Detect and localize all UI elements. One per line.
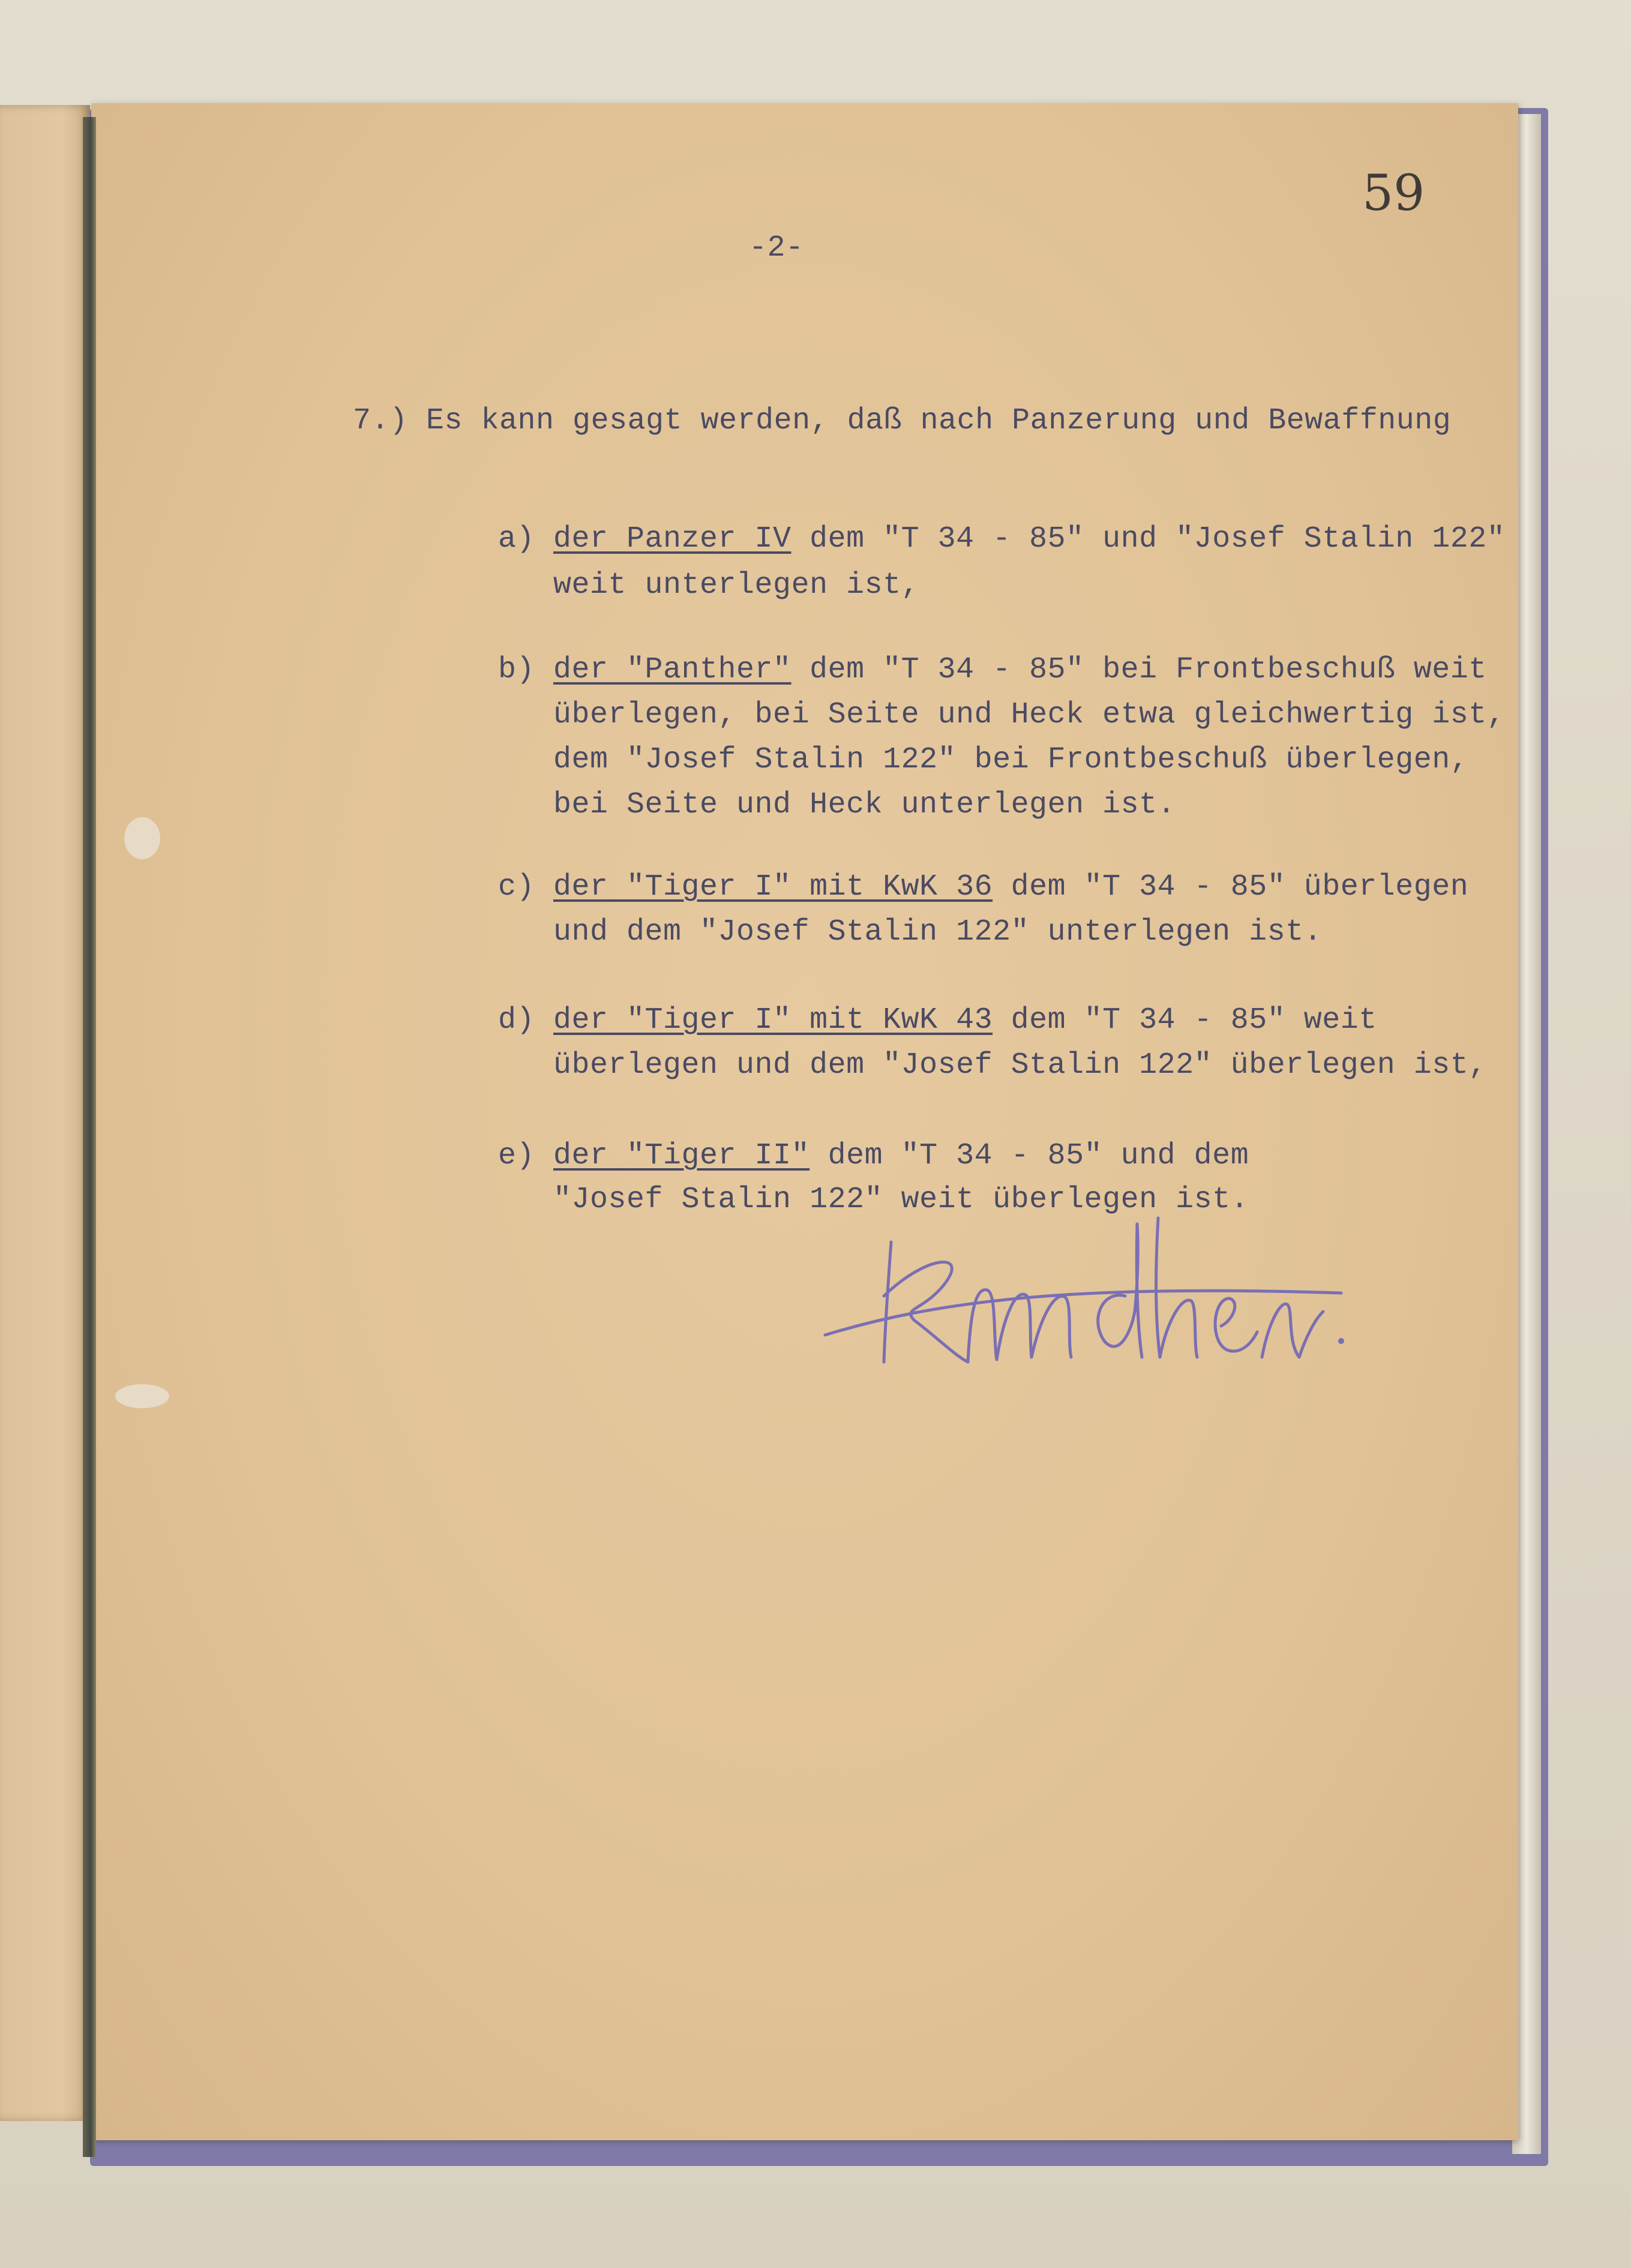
item-label: d) <box>498 1003 535 1037</box>
item-line <box>553 653 1487 687</box>
underlined-subject: der "Tiger I" mit KwK 43 <box>553 1003 993 1037</box>
paper-damage <box>124 817 160 859</box>
item-line <box>553 1048 1487 1082</box>
item-line <box>553 698 1505 732</box>
page-number: 59 <box>1362 165 1425 222</box>
line-text: dem "T 34 - 85" überlegen <box>993 870 1469 904</box>
paragraph-intro: 7.) Es kann gesagt werden, daß nach Panzerung und Bewaffnung <box>353 404 1452 438</box>
line-text: dem "T 34 - 85" weit <box>993 1003 1377 1037</box>
item-line <box>553 1003 1377 1037</box>
item-label: c) <box>498 870 535 904</box>
underlined-subject: der "Tiger II" <box>553 1139 810 1173</box>
line-text: weit unterlegen ist, <box>553 568 920 602</box>
item-line <box>553 870 1468 904</box>
paper-damage <box>115 1384 169 1408</box>
item-label: e) <box>498 1139 535 1173</box>
line-text: überlegen, bei Seite und Heck etwa gleichwertig ist, <box>553 698 1506 732</box>
line-text: dem "T 34 - 85" und "Josef Stalin 122" <box>791 522 1506 556</box>
handwritten-signature <box>813 1200 1353 1398</box>
item-line <box>553 788 1176 822</box>
item-line <box>553 743 1468 777</box>
page-header-mark: -2- <box>749 231 804 265</box>
line-text: überlegen und dem "Josef Stalin 122" überlegen ist, <box>553 1048 1487 1082</box>
line-text: dem "T 34 - 85" bei Frontbeschuß weit <box>791 653 1487 687</box>
item-line <box>553 568 919 602</box>
line-text: bei Seite und Heck unterlegen ist. <box>553 788 1176 822</box>
line-text: "Josef Stalin 122" weit überlegen ist. <box>553 1183 1249 1217</box>
underlined-subject: der "Panther" <box>553 653 791 687</box>
book-binding <box>83 117 96 2157</box>
line-text: dem "T 34 - 85" und dem <box>809 1139 1249 1173</box>
underlined-subject: der Panzer IV <box>553 522 791 556</box>
underlined-subject: der "Tiger I" mit KwK 36 <box>553 870 993 904</box>
item-label: b) <box>498 653 535 687</box>
line-text: und dem "Josef Stalin 122" unterlegen ist. <box>553 915 1323 949</box>
item-label: a) <box>498 522 535 556</box>
item-line <box>553 915 1322 949</box>
item-line <box>553 1139 1249 1173</box>
item-line <box>553 522 1505 556</box>
line-text: dem "Josef Stalin 122" bei Frontbeschuß überlegen, <box>553 743 1469 777</box>
left-page-edge <box>0 105 90 2121</box>
